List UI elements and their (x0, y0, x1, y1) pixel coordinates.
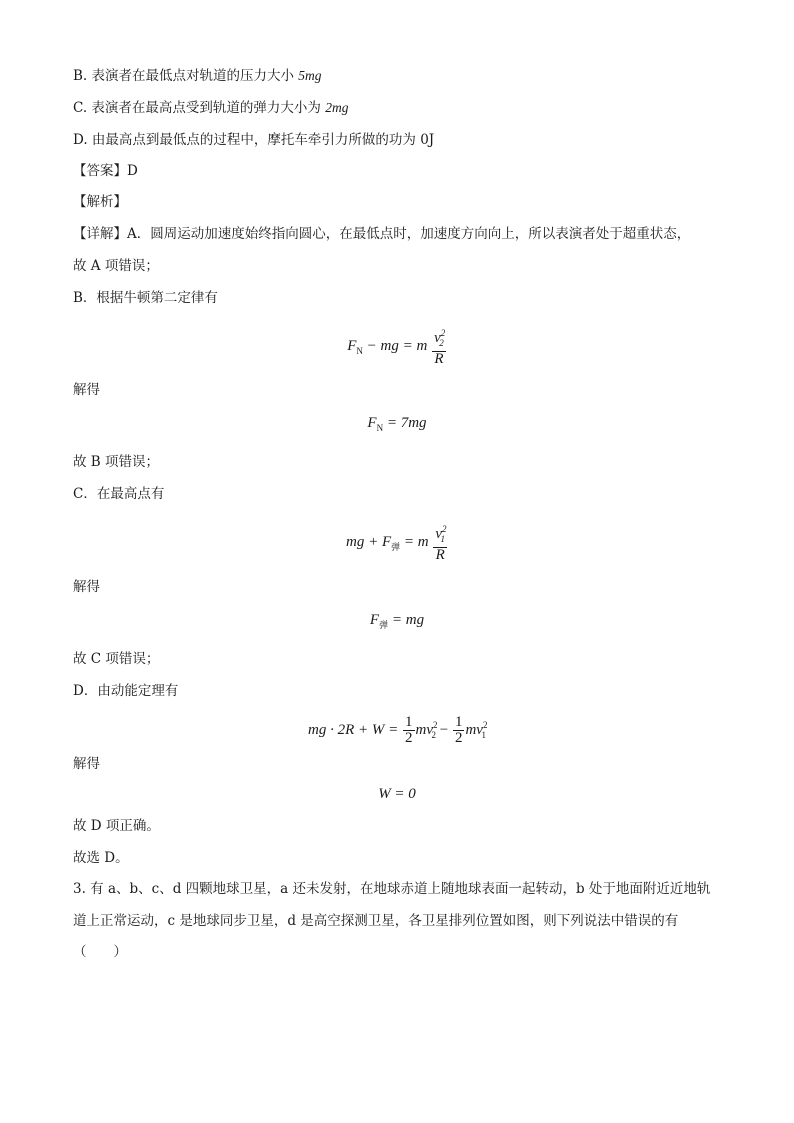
option-d: D. 由最高点到最低点的过程中，摩托车牵引力所做的功为 0J (73, 132, 435, 148)
eq2-rhs: = 7mg (383, 415, 427, 431)
option-b (73, 67, 322, 85)
eq5-t1: mv (415, 721, 433, 738)
answer-line: 【答案】D (73, 163, 138, 179)
heading-b: B．根据牛顿第二定律有 (73, 290, 218, 306)
conclusion-b: 故 B 项错误； (73, 454, 160, 470)
eq5-f2-num: 1 (454, 714, 463, 730)
equation-highest-point (0, 522, 794, 563)
option-c (73, 99, 348, 117)
eq5-t2-sup: 2 (482, 719, 488, 730)
eq1-sub: N (356, 345, 363, 356)
eq5-t1-sub: 2 (431, 729, 436, 740)
option-c-text: C. 表演者在最高点受到轨道的弹力大小为 (73, 100, 326, 116)
eq5-minus: − (436, 721, 452, 738)
eq5-half-2 (453, 715, 465, 746)
eq3-den: R (435, 547, 445, 563)
solve-2: 解得 (73, 579, 100, 595)
eq1-fraction (432, 326, 446, 367)
equation-newton-lowest (0, 326, 794, 367)
eq3-lhs: mg + F (345, 533, 392, 550)
eq5-t2: mv (465, 721, 483, 738)
conclusion-a: 故 A 项错误； (73, 258, 159, 274)
eq5-t2-sub: 1 (481, 729, 486, 740)
eq1-num: v (434, 330, 441, 346)
eq5-lhs: mg · 2R + W = (308, 721, 402, 738)
solve-1: 解得 (73, 382, 100, 398)
eq3-mid: = m (400, 533, 429, 550)
eq1-mid: − mg = m (362, 337, 428, 354)
final-choice: 故选 D。 (73, 850, 129, 866)
conclusion-c: 故 C 项错误； (73, 651, 160, 667)
detail-a: 【详解】A．圆周运动加速度始终指向圆心，在最低点时，加速度方向向上，所以表演者处于超重状态， (73, 226, 691, 242)
option-b-value: 5mg (298, 68, 322, 83)
eq5-half-1 (403, 715, 415, 746)
eq5-f1-num: 1 (405, 714, 413, 730)
eq4-rhs: = mg (388, 612, 425, 628)
question-3-paren: （ ） (73, 944, 127, 960)
question-3-line-1: 3. 有 a、b、c、d 四颗地球卫星，a 还未发射，在地球赤道上随地球表面一起转动，b 处于地面附近近地轨 (73, 881, 711, 897)
eq5-t1-sup: 2 (433, 719, 438, 730)
eq1-num-sup: 2 (440, 328, 446, 338)
eq2-lhs: F (367, 415, 377, 431)
eq4-lhs: F (369, 612, 380, 628)
solve-3: 解得 (73, 756, 100, 772)
equation-work-energy (0, 715, 794, 746)
equation-f-elastic-result (0, 612, 794, 631)
equation-fn-result (0, 415, 794, 433)
heading-d: D．由动能定理有 (73, 683, 179, 699)
eq2-sub: N (376, 423, 384, 433)
eq5-f1-den: 2 (405, 730, 413, 746)
eq3-num-sup: 2 (442, 524, 447, 534)
question-3-line-2: 道上正常运动，c 是地球同步卫星，d 是高空探测卫星，各卫星排列位置如图，则下列说法中错误的有 (73, 913, 679, 929)
heading-c: C．在最高点有 (73, 486, 165, 502)
eq1-den: R (434, 351, 444, 367)
option-c-value: 2mg (325, 100, 349, 115)
analysis-heading: 【解析】 (73, 194, 127, 210)
eq3-sub: 弹 (391, 541, 401, 552)
eq3-num: v (435, 526, 443, 542)
eq5-f2-den: 2 (454, 730, 463, 746)
eq3-fraction (433, 522, 447, 563)
conclusion-d: 故 D 项正确。 (73, 818, 160, 834)
option-b-text: B. 表演者在最低点对轨道的压力大小 (73, 68, 299, 84)
eq1-lhs: F (347, 337, 357, 354)
eq1-num-sub: 2 (439, 338, 444, 348)
equation-w-result: W = 0 (378, 786, 416, 802)
eq4-sub: 弹 (379, 620, 389, 630)
eq3-num-sub: 1 (440, 534, 446, 544)
